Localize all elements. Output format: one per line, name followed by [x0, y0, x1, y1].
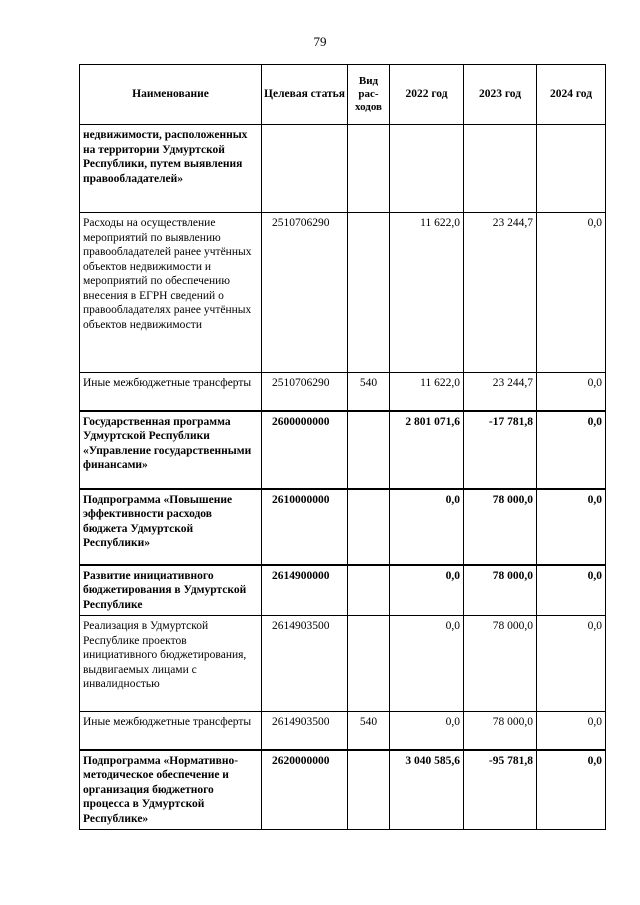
cell-y2023: 78 000,0 — [464, 616, 537, 712]
cell-y2023: 78 000,0 — [464, 712, 537, 750]
cell-y2023: 23 244,7 — [464, 373, 537, 411]
cell-y2022: 3 040 585,6 — [390, 750, 464, 830]
cell-vid — [348, 213, 390, 373]
table-row — [80, 373, 606, 411]
cell-y2024: 0,0 — [537, 373, 606, 411]
budget-table — [79, 64, 606, 830]
cell-vid: 540 — [348, 712, 390, 750]
header-code: Целевая статья — [262, 65, 348, 125]
table-row — [80, 616, 606, 712]
cell-vid — [348, 489, 390, 565]
cell-name: Подпрограмма «Нормативно-методическое обеспечение и организация бюджетного процесса в Удмуртской Республике» — [80, 750, 262, 830]
cell-name: Иные межбюджетные трансферты — [80, 712, 262, 750]
cell-code: 2620000000 — [262, 750, 348, 830]
cell-y2022: 0,0 — [390, 616, 464, 712]
cell-code: 2614903500 — [262, 712, 348, 750]
cell-name: недвижимости, расположенных на территории Удмуртской Республики, путем выявления правообладателей» — [80, 125, 262, 213]
cell-vid — [348, 616, 390, 712]
header-2023: 2023 год — [464, 65, 537, 125]
cell-y2023: -17 781,8 — [464, 411, 537, 489]
table-row — [80, 213, 606, 373]
cell-code: 2510706290 — [262, 213, 348, 373]
cell-y2024: 0,0 — [537, 489, 606, 565]
table-row — [80, 750, 606, 830]
cell-y2022: 2 801 071,6 — [390, 411, 464, 489]
cell-code: 2610000000 — [262, 489, 348, 565]
cell-y2022: 11 622,0 — [390, 373, 464, 411]
header-2022: 2022 год — [390, 65, 464, 125]
table-row — [80, 411, 606, 489]
table-row — [80, 125, 606, 213]
cell-code: 2600000000 — [262, 411, 348, 489]
cell-name: Развитие инициативного бюджетирования в Удмуртской Республике — [80, 565, 262, 616]
cell-name: Подпрограмма «Повышение эффективности расходов бюджета Удмуртской Республики» — [80, 489, 262, 565]
cell-y2024: 0,0 — [537, 750, 606, 830]
cell-y2024: 0,0 — [537, 712, 606, 750]
cell-vid — [348, 125, 390, 213]
table-row — [80, 489, 606, 565]
cell-y2024 — [537, 125, 606, 213]
cell-y2022: 0,0 — [390, 712, 464, 750]
cell-y2022: 0,0 — [390, 489, 464, 565]
cell-code — [262, 125, 348, 213]
cell-y2023: -95 781,8 — [464, 750, 537, 830]
cell-vid — [348, 565, 390, 616]
cell-y2022: 11 622,0 — [390, 213, 464, 373]
cell-name: Расходы на осуществление мероприятий по выявлению правообладателей ранее учтённых объектов недвижимости и мероприятий по обеспечению внесения в ЕГРН сведений о правообладателях ранее учтённых объектов недвижимости — [80, 213, 262, 373]
cell-y2023 — [464, 125, 537, 213]
cell-y2024: 0,0 — [537, 213, 606, 373]
cell-y2022: 0,0 — [390, 565, 464, 616]
header-row — [80, 65, 606, 125]
cell-y2023: 23 244,7 — [464, 213, 537, 373]
cell-name: Иные межбюджетные трансферты — [80, 373, 262, 411]
table-row — [80, 712, 606, 750]
cell-vid — [348, 750, 390, 830]
cell-code: 2510706290 — [262, 373, 348, 411]
cell-y2023: 78 000,0 — [464, 565, 537, 616]
cell-code: 2614900000 — [262, 565, 348, 616]
cell-vid: 540 — [348, 373, 390, 411]
page-number: 79 — [313, 34, 327, 49]
header-2024: 2024 год — [537, 65, 606, 125]
header-name: Наименование — [80, 65, 262, 125]
cell-name: Государственная программа Удмуртской Республики «Управление государственными финансами» — [80, 411, 262, 489]
cell-vid — [348, 411, 390, 489]
cell-y2023: 78 000,0 — [464, 489, 537, 565]
cell-y2024: 0,0 — [537, 411, 606, 489]
table-row — [80, 565, 606, 616]
header-vid: Вид рас-ходов — [348, 65, 390, 125]
cell-y2024: 0,0 — [537, 565, 606, 616]
cell-y2024: 0,0 — [537, 616, 606, 712]
cell-name: Реализация в Удмуртской Республике проектов инициативного бюджетирования, выдвигаемых лицами с инвалидностью — [80, 616, 262, 712]
cell-y2022 — [390, 125, 464, 213]
cell-code: 2614903500 — [262, 616, 348, 712]
